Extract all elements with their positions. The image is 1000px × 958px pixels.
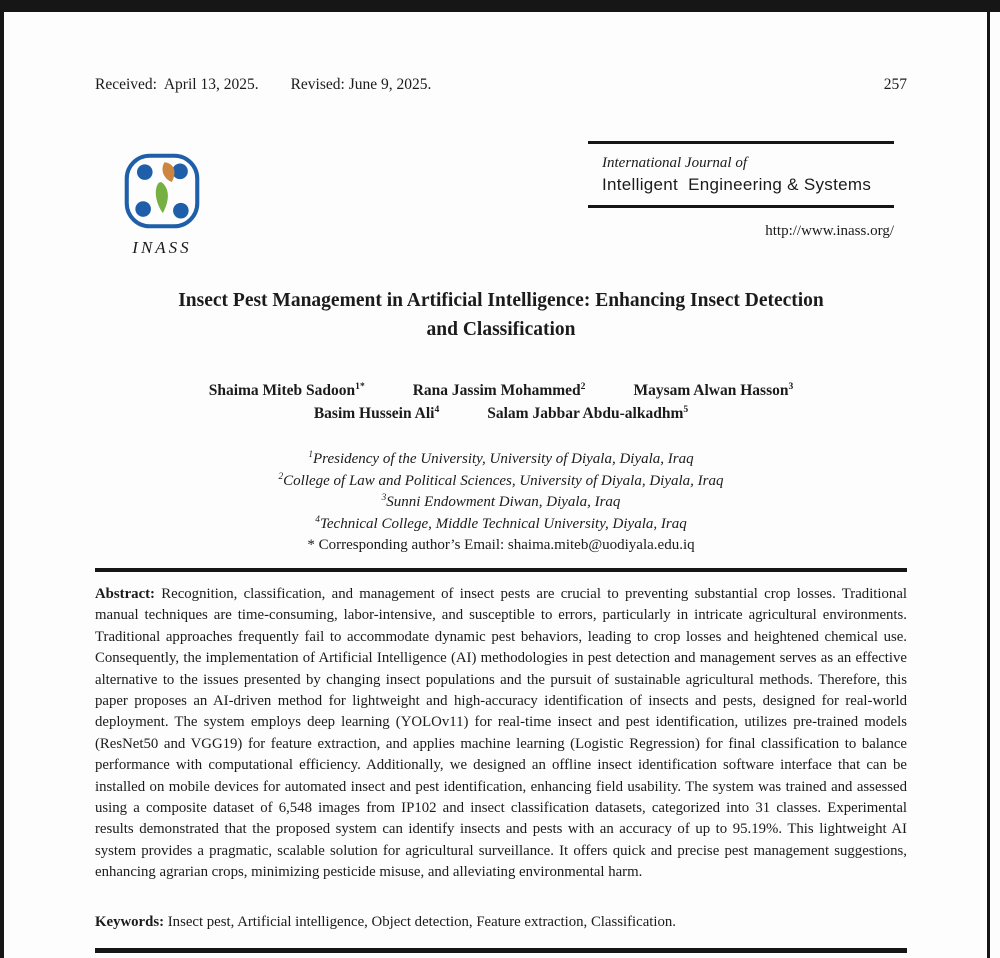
author-row-2: [95, 402, 907, 425]
inass-logo-block: [114, 150, 210, 258]
author: [314, 402, 439, 425]
author-affil-sup: 4: [434, 403, 440, 415]
author-row-1: [95, 379, 907, 402]
paper-title: [95, 286, 907, 344]
author-name: Maysam Alwan Hasson: [633, 382, 789, 399]
affiliation-line: [95, 449, 907, 471]
abstract-text: Recognition, classification, and management of insect pests are crucial to preventing substantial crop losses. Traditional manual techniques are time-consuming, labor-intensive, and susceptible to errors, particularly in intricate agricultural environments. Traditional approaches frequently fail to accommodate dynamic pest behaviors, leading to crop losses and heightened chemical use. Consequently, the implementation of Artificial Intelligence (AI) methodologies in pest detection and management serves as an effective alternative to the issues presented by changing insect populations and the pursuit of sustainable agricultural methods. Therefore, this paper proposes an AI-driven method for lightweight and high-accuracy identification of insects and pests, designed for real-world deployment. The system employs deep learning (YOLOv11) for real-time insect and pest identification, utilizes pre-trained models (ResNet50 and VGG19) for feature extraction, and applies machine learning (Logistic Regression) for final classification to balance performance with computational efficiency. Additionally, we designed an offline insect identification software interface that can be installed on mobile devices for automated insect and pest identification, enhancing field usability. The system was trained and assessed using a composite dataset of 6,548 images from IP102 and insect classification datasets, categorized into 31 classes. Experimental results demonstrated that the proposed system can identify insects and pests with an accuracy of up to 95.19%. This lightweight AI system provides a pragmatic, scalable solution for agricultural surveillance. It offers quick and precise pest management suggestions, enhancing agrarian crops, minimizing pesticide misuse, and alleviating environmental harm.: [95, 586, 907, 881]
journal-masthead: [588, 141, 894, 240]
author-affil-sup: 2: [580, 380, 586, 392]
author: [487, 402, 688, 425]
author-affil-sup: 3: [788, 380, 794, 392]
affiliation-line: [95, 492, 907, 514]
author-list: [95, 379, 907, 425]
revised-date: Revised: June 9, 2025.: [290, 76, 432, 93]
keywords-label: Keywords:: [95, 914, 165, 930]
author: [413, 379, 586, 402]
affiliation-line: [95, 471, 907, 493]
keywords-text: Insect pest, Artificial intelligence, Object detection, Feature extraction, Classification.: [167, 914, 677, 930]
abstract-divider-bottom: [95, 948, 907, 953]
affiliation-text: Sunni Endowment Diwan, Diyala, Iraq: [386, 494, 621, 510]
page-number: 257: [883, 76, 907, 93]
keywords-line: [95, 914, 907, 931]
affiliation-list: [95, 449, 907, 557]
logo-leaf-green: [156, 182, 168, 213]
abstract-label: Abstract:: [95, 586, 155, 602]
paper-title-line2: and Classification: [426, 319, 576, 340]
author-name: Rana Jassim Mohammed: [412, 382, 581, 399]
journal-name-line2: Intelligent Engineering & Systems: [602, 175, 872, 194]
author-name: Basim Hussein Ali: [313, 405, 435, 422]
affiliation-text: Presidency of the University, University of Diyala, Diyala, Iraq: [313, 451, 694, 467]
inass-wordmark: INASS: [132, 238, 192, 257]
logo-leaf-orange: [162, 162, 174, 182]
journal-url: http://www.inass.org/: [765, 223, 894, 239]
author-affil-sup: 5: [683, 403, 689, 415]
paper-title-line1: Insect Pest Management in Artificial Intelligence: Enhancing Insect Detection: [178, 290, 824, 311]
author-name: Shaima Miteb Sadoon: [208, 382, 356, 399]
abstract-divider-top: [95, 568, 907, 572]
journal-name-box: [588, 141, 894, 208]
affiliation-sup: 2: [278, 471, 284, 482]
author: [209, 379, 365, 402]
author-name: Salam Jabbar Abdu-alkadhm: [487, 405, 684, 422]
received-date: Received: April 13, 2025.: [95, 76, 259, 93]
journal-name-line1: International Journal of: [602, 155, 747, 171]
affiliation-sup: 4: [315, 514, 320, 525]
affiliation-text: College of Law and Political Sciences, University of Diyala, Diyala, Iraq: [283, 472, 724, 489]
author-affil-sup: 1*: [355, 380, 365, 392]
corresponding-author-email: * Corresponding author’s Email: shaima.miteb@uodiyala.edu.iq: [307, 537, 695, 553]
author: [633, 379, 793, 402]
scan-edge-right: [987, 12, 990, 958]
affiliation-line: [95, 514, 907, 536]
running-header: [95, 76, 907, 94]
affiliation-text: Technical College, Middle Technical University, Diyala, Iraq: [319, 515, 687, 532]
scan-edge-left: [0, 0, 4, 958]
affiliation-sup: 1: [308, 450, 314, 460]
affiliation-sup: 3: [381, 493, 387, 503]
abstract-paragraph: [95, 584, 907, 884]
scan-edge-top: [0, 0, 1000, 12]
inass-logo-icon: [119, 150, 205, 232]
